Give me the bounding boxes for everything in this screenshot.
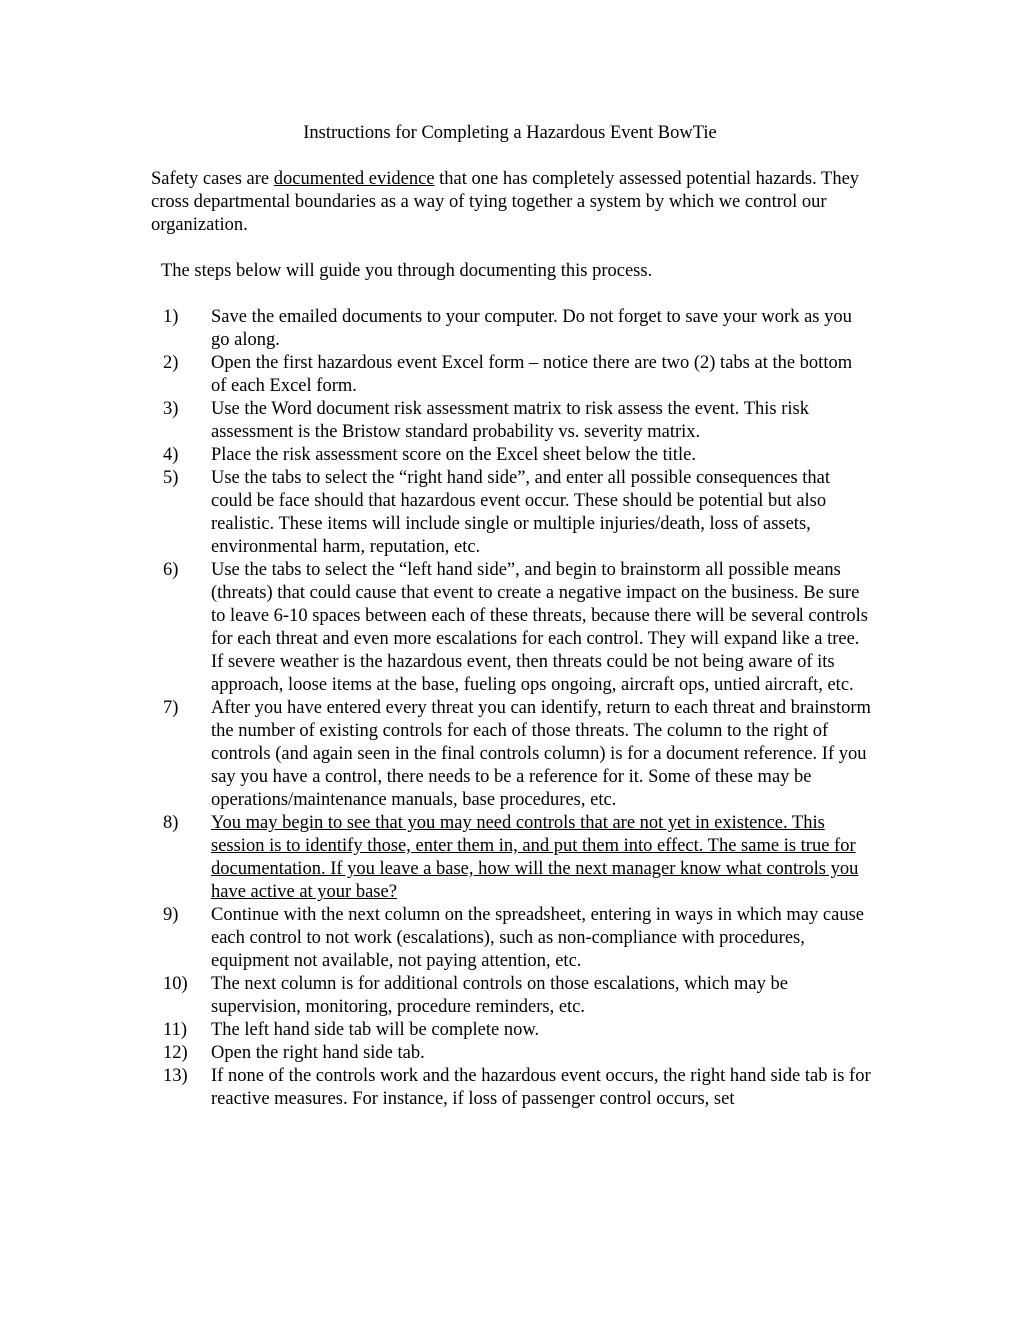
step-number: 7) (163, 698, 179, 718)
step-item-underlined (0, 812, 871, 904)
step-number: 5) (163, 468, 179, 488)
intro-emphasis: documented evidence (273, 169, 435, 189)
step-item (0, 306, 871, 352)
step-item (0, 559, 871, 697)
intro-text-before: Safety cases are (151, 169, 274, 189)
step-number: 13) (163, 1066, 188, 1086)
step-number: 11) (163, 1020, 187, 1040)
step-item (0, 467, 871, 559)
guide-paragraph: The steps below will guide you through documenting this process. (161, 261, 653, 281)
step-text: Use the tabs to select the “left hand side”, and begin to brainstorm all possible means (threats) that could cause that event to create a negative impact on the business. Be sure to leave 6-10 spaces between each of these threats, because there will be several controls for each threat and even more escalations for each control. They will expand like a tree. If severe weather is the hazardous event, then threats could be not being aware of its approach, loose items at the base, fueling ops ongoing, aircraft ops, untied aircraft, etc. (211, 560, 868, 695)
step-item (0, 697, 871, 812)
step-text: Open the first hazardous event Excel form – notice there are two (2) tabs at the bottom of each Excel form. (211, 353, 853, 396)
step-item (0, 904, 871, 973)
steps-list (0, 306, 1020, 1111)
step-text: Place the risk assessment score on the Excel sheet below the title. (211, 445, 696, 465)
document-title: Instructions for Completing a Hazardous Event BowTie (303, 123, 717, 143)
step-item (0, 352, 871, 398)
step-text: If none of the controls work and the hazardous event occurs, the right hand side tab is for reactive measures. For instance, if loss of passenger control occurs, set (211, 1066, 871, 1109)
step-number: 10) (163, 974, 188, 994)
step-number: 12) (163, 1043, 188, 1063)
step-text: Continue with the next column on the spreadsheet, entering in ways in which may cause each control to not work (escalations), such as non-compliance with procedures, equipment not available, not paying attention, etc. (211, 905, 864, 971)
intro-paragraph (151, 168, 879, 237)
step-text: You may begin to see that you may need controls that are not yet in existence. This session is to identify those, enter them in, and put them into effect. The same is true for documentation. If you leave a base, how will the next manager know what controls you have active at your base? (211, 813, 859, 902)
step-text: Use the tabs to select the “right hand side”, and enter all possible consequences that could be face should that hazardous event occur. These should be potential but also realistic. These items will include single or multiple injuries/death, loss of assets, environmental harm, reputation, etc. (211, 468, 831, 557)
step-text: After you have entered every threat you can identify, return to each threat and brainstorm the number of existing controls for each of those threats. The column to the right of controls (and again seen in the final controls column) is for a document reference. If you say you have a control, there needs to be a reference for it. Some of these may be operations/maintenance manuals, base procedures, etc. (211, 698, 871, 810)
step-item (0, 1042, 871, 1065)
step-number: 8) (163, 813, 179, 833)
step-item (0, 1019, 871, 1042)
step-number: 4) (163, 445, 179, 465)
step-item (0, 398, 871, 444)
step-number: 3) (163, 399, 179, 419)
intro-text-after: that one has completely assessed potential hazards. They cross departmental boundaries as a way of tying together a system by which we control our organization. (151, 169, 860, 235)
step-number: 1) (163, 307, 179, 327)
step-text: Open the right hand side tab. (211, 1043, 425, 1063)
step-text: The next column is for additional controls on those escalations, which may be supervision, monitoring, procedure reminders, etc. (211, 974, 788, 1017)
step-text: Use the Word document risk assessment matrix to risk assess the event. This risk assessment is the Bristow standard probability vs. severity matrix. (211, 399, 809, 442)
step-number: 6) (163, 560, 179, 580)
step-item (0, 973, 871, 1019)
step-item (0, 1065, 871, 1111)
step-text: Save the emailed documents to your computer. Do not forget to save your work as you go along. (211, 307, 852, 350)
step-text: The left hand side tab will be complete now. (211, 1020, 540, 1040)
step-number: 9) (163, 905, 179, 925)
step-number: 2) (163, 353, 179, 373)
step-item (0, 444, 871, 467)
